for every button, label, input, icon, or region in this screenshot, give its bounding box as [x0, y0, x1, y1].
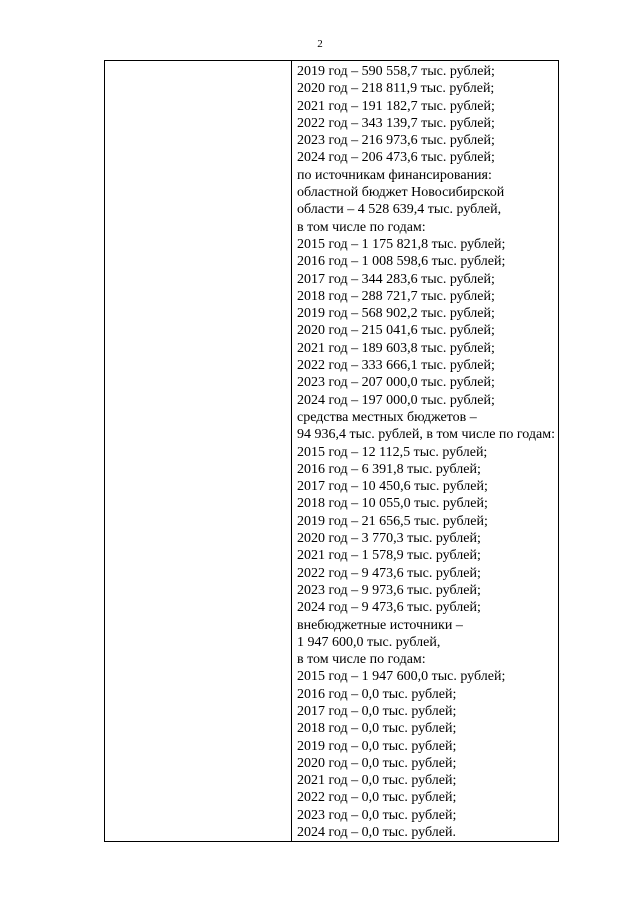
text-line: средства местных бюджетов –	[297, 409, 477, 425]
text-line: 2021 год – 189 603,8 тыс. рублей;	[297, 340, 495, 356]
text-line: 2020 год – 0,0 тыс. рублей;	[297, 755, 457, 771]
text-line: 2023 год – 0,0 тыс. рублей;	[297, 807, 457, 823]
text-line: 2017 год – 0,0 тыс. рублей;	[297, 703, 457, 719]
text-line: 2024 год – 9 473,6 тыс. рублей;	[297, 600, 481, 616]
text-line: 2016 год – 6 391,8 тыс. рублей;	[297, 461, 481, 477]
text-line: внебюджетные источники –	[297, 617, 463, 633]
text-line: 2018 год – 288 721,7 тыс. рублей;	[297, 288, 495, 304]
text-line: 2016 год – 1 008 598,6 тыс. рублей;	[297, 254, 506, 270]
table-right-cell	[292, 61, 558, 841]
text-line: 2017 год – 10 450,6 тыс. рублей;	[297, 479, 488, 495]
text-line: 2019 год – 0,0 тыс. рублей;	[297, 738, 457, 754]
text-line: 2021 год – 1 578,9 тыс. рублей;	[297, 548, 481, 564]
table-left-cell	[105, 61, 292, 841]
text-line: 2015 год – 1 175 821,8 тыс. рублей;	[297, 236, 506, 252]
text-line: 2024 год – 0,0 тыс. рублей.	[297, 825, 456, 841]
text-line: 2021 год – 0,0 тыс. рублей;	[297, 773, 457, 789]
text-line: 2016 год – 0,0 тыс. рублей;	[297, 686, 457, 702]
text-line: 2018 год – 10 055,0 тыс. рублей;	[297, 496, 488, 512]
text-line: 2020 год – 218 811,9 тыс. рублей;	[297, 81, 495, 97]
text-line: 2024 год – 197 000,0 тыс. рублей;	[297, 392, 495, 408]
text-line: 2022 год – 333 666,1 тыс. рублей;	[297, 358, 495, 374]
text-line: 2015 год – 12 112,5 тыс. рублей;	[297, 444, 488, 460]
page-number: 2	[317, 38, 323, 50]
text-line: 2020 год – 215 041,6 тыс. рублей;	[297, 323, 495, 339]
text-line: 2017 год – 344 283,6 тыс. рублей;	[297, 271, 495, 287]
text-line: 2024 год – 206 473,6 тыс. рублей;	[297, 150, 495, 166]
text-line: 2015 год – 1 947 600,0 тыс. рублей;	[297, 669, 506, 685]
text-line: 2020 год – 3 770,3 тыс. рублей;	[297, 531, 481, 547]
text-line: в том числе по годам:	[297, 652, 426, 668]
text-line: 2023 год – 216 973,6 тыс. рублей;	[297, 133, 495, 149]
text-line: 2019 год – 568 902,2 тыс. рублей;	[297, 306, 495, 322]
text-line: 94 936,4 тыс. рублей, в том числе по годам:	[297, 427, 555, 443]
text-line: 2023 год – 207 000,0 тыс. рублей;	[297, 375, 495, 391]
text-line: 2022 год – 343 139,7 тыс. рублей;	[297, 115, 495, 131]
text-line: 2019 год – 21 656,5 тыс. рублей;	[297, 513, 488, 529]
text-line: в том числе по годам:	[297, 219, 426, 235]
text-line: 2021 год – 191 182,7 тыс. рублей;	[297, 98, 495, 114]
text-line: 2018 год – 0,0 тыс. рублей;	[297, 721, 457, 737]
text-line: по источникам финансирования:	[297, 167, 492, 183]
financing-table	[104, 60, 559, 842]
text-line: 2022 год – 0,0 тыс. рублей;	[297, 790, 457, 806]
text-line: 1 947 600,0 тыс. рублей,	[297, 634, 441, 650]
text-line: 2019 год – 590 558,7 тыс. рублей;	[297, 64, 495, 79]
text-line: области – 4 528 639,4 тыс. рублей,	[297, 202, 502, 218]
text-line: 2022 год – 9 473,6 тыс. рублей;	[297, 565, 481, 581]
text-line: областной бюджет Новосибирской	[297, 185, 505, 201]
text-line: 2023 год – 9 973,6 тыс. рублей;	[297, 582, 481, 598]
